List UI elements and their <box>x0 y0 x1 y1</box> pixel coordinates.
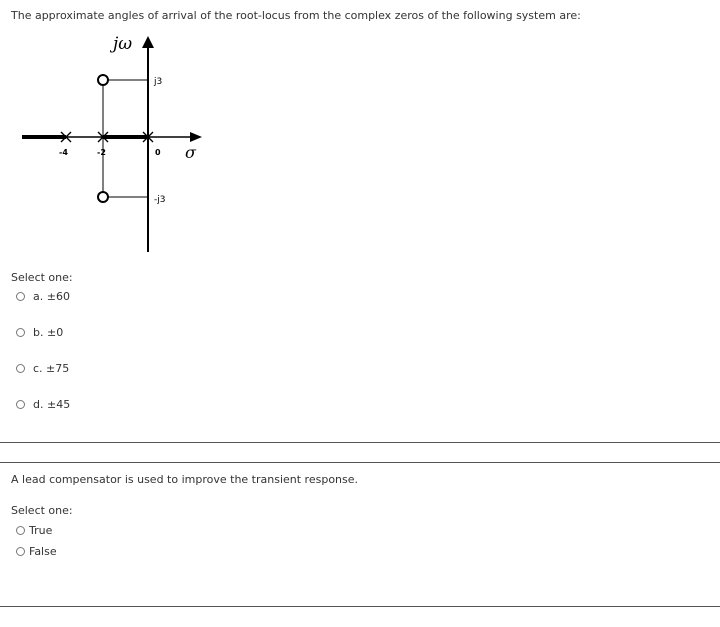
q1-option-c[interactable] <box>16 362 69 375</box>
option-label: c. ±75 <box>33 362 70 375</box>
radio-button[interactable] <box>16 328 25 337</box>
q2-option-true[interactable] <box>16 524 52 537</box>
zero-upper <box>98 75 108 85</box>
q2-select-label: Select one: <box>11 504 73 517</box>
label-neg4: -4 <box>59 148 68 157</box>
option-label: a. ±60 <box>33 290 70 303</box>
q1-select-label: Select one: <box>11 271 73 284</box>
sigma-label: σ <box>185 143 196 162</box>
radio-button[interactable] <box>16 364 25 373</box>
divider <box>0 462 720 463</box>
divider <box>0 606 720 607</box>
option-label: True <box>29 524 53 537</box>
option-label: b. ±0 <box>33 326 64 339</box>
q1-option-a[interactable] <box>16 290 70 303</box>
jw-arrow <box>142 36 154 48</box>
radio-button[interactable] <box>16 292 25 301</box>
jw-label: jω <box>113 34 133 54</box>
q2-text: A lead compensator is used to improve the transient response. <box>11 473 359 486</box>
radio-button[interactable] <box>16 547 25 556</box>
option-label: False <box>29 545 57 558</box>
q1-option-d[interactable] <box>16 398 70 411</box>
option-label: d. ±45 <box>33 398 71 411</box>
radio-button[interactable] <box>16 400 25 409</box>
q2-option-false[interactable] <box>16 545 57 558</box>
label-zero: 0 <box>155 148 161 157</box>
zero-lower <box>98 192 108 202</box>
q1-text: The approximate angles of arrival of the root-locus from the complex zeros of the following system are: <box>11 9 581 22</box>
label-neg2: -2 <box>97 148 106 157</box>
label-j3: j3 <box>154 77 163 87</box>
label-neg-j3: -j3 <box>154 195 166 205</box>
divider <box>0 442 720 443</box>
sigma-arrow <box>190 132 202 142</box>
q1-option-b[interactable] <box>16 326 63 339</box>
radio-button[interactable] <box>16 526 25 535</box>
root-locus-diagram <box>0 0 720 260</box>
